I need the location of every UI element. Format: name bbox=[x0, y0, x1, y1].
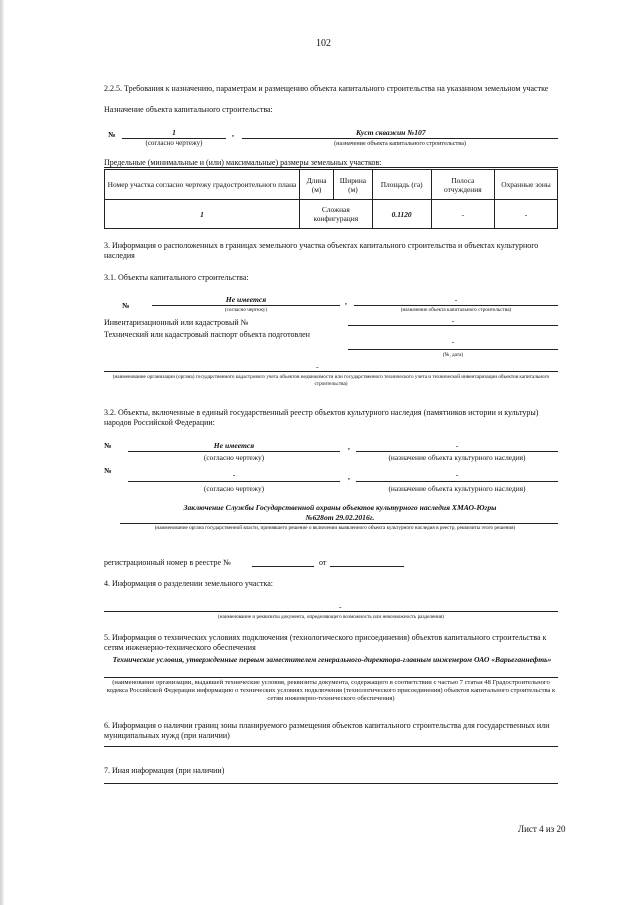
passport-value: - bbox=[451, 337, 455, 346]
cs-purpose-value: - bbox=[454, 295, 458, 304]
ch-row2-purpose-caption: (назначение объекта культурного наследия) bbox=[388, 484, 526, 493]
purpose-value: Куст скважин №107 bbox=[356, 128, 426, 137]
plot-sizes-label: Предельные (минимальные и (или) максимальные) размеры земельных участков: bbox=[104, 158, 382, 167]
cs-number-caption: (согласно чертежу) bbox=[224, 307, 268, 313]
section-5-caption: (наименование организации, выдавшей технические условия, реквизиты документа, содержащего в соответствии с частью 7 статьи 48 Градостроительного кодекса Российской Федерации информацию о технических условиях подключения (технологического присоединения) объектов капитального строительства к сетям инженерно-технического обеспечения) bbox=[106, 679, 556, 702]
section-6-underline bbox=[104, 746, 558, 747]
inventory-value: - bbox=[451, 316, 455, 325]
org-underline bbox=[104, 371, 558, 372]
heritage-conclusion-caption: (наименование органа государственной власти, принявшего решение о включении выявленного объекта культурного наследия в реестр, реквизиты этого решения) bbox=[154, 525, 516, 531]
plot-number-caption: (согласно чертежу) bbox=[145, 139, 203, 147]
registry-number-underline bbox=[252, 566, 314, 567]
cs-number-sign: № bbox=[122, 301, 130, 310]
ch-row2-number-caption: (согласно чертежу) bbox=[203, 484, 265, 493]
ch-row1-number-underline bbox=[128, 451, 340, 452]
inventory-label: Инвентаризационный или кадастровый № bbox=[104, 318, 249, 327]
org-value: - bbox=[316, 362, 319, 371]
section-4-heading: 4. Информация о разделении земельного участка: bbox=[104, 579, 273, 588]
section-2-2-5-heading: 2.2.5. Требования к назначению, параметрам и размещению объекта капитального строительства на указанном земельном участке bbox=[104, 84, 549, 93]
passport-underline bbox=[348, 349, 558, 350]
section-4-value: - bbox=[339, 602, 342, 611]
cs-separator-comma: , bbox=[345, 297, 347, 306]
registry-number-label: регистрационный номер в реестре № bbox=[104, 558, 231, 567]
purpose-underline bbox=[242, 138, 558, 139]
cell-area: 0.1120 bbox=[372, 200, 431, 229]
ch-row1-separator: , bbox=[348, 442, 350, 451]
ch-row2-number-underline bbox=[128, 481, 340, 482]
header-cell-strip: Полоса отчуждения bbox=[431, 170, 494, 200]
header-cell-area: Площадь (га) bbox=[372, 170, 431, 200]
section-4-underline bbox=[104, 611, 558, 612]
cell-strip: - bbox=[431, 200, 494, 229]
purpose-caption: (назначение объекта капитального строительства) bbox=[334, 140, 466, 147]
number-sign: № bbox=[108, 130, 116, 139]
registry-date-label: от bbox=[319, 558, 327, 567]
separator-comma: , bbox=[232, 129, 234, 138]
cs-purpose-underline bbox=[354, 305, 558, 306]
header-cell-zones: Охранные зоны bbox=[494, 170, 557, 200]
header-cell-number: Номер участка согласно чертежу градостроительного плана bbox=[105, 170, 300, 200]
ch-row1-purpose-underline bbox=[356, 451, 558, 452]
plot-sizes-underline bbox=[104, 167, 558, 168]
sheet-number: Лист 4 из 20 bbox=[518, 824, 566, 834]
section-5-value: Технические условия, утвержденные первым заместителем генерального-директора-главным инженером ОАО «Варьеганнефть» bbox=[112, 655, 552, 664]
section-3-1-heading: 3.1. Объекты капитального строительства: bbox=[104, 273, 249, 282]
cs-purpose-caption: (назначение объекта капитального строительства) bbox=[400, 307, 512, 313]
section-3-heading: 3. Информация о расположенных в границах земельного участка объектах капитального строительства и объектах культурного наследия bbox=[104, 241, 539, 260]
section-3-2-heading: 3.2. Объекты, включенные в единый государственный реестр объектов культурного наследия (памятников истории и культуры) народов Российской Федерации: bbox=[104, 408, 539, 427]
table-header-row bbox=[105, 170, 558, 200]
cell-zones: - bbox=[494, 200, 557, 229]
ch-row1-purpose-value: - bbox=[455, 441, 459, 450]
heritage-conclusion: Заключение Службы Государственной охраны объектов культурного наследия ХМАО-Югры №628от 29.02.2016г. bbox=[183, 503, 497, 522]
heritage-conclusion-underline bbox=[120, 523, 558, 524]
cs-number-value: Не имеется bbox=[225, 295, 267, 304]
cell-number: 1 bbox=[105, 200, 300, 229]
ch-row1-number-sign: № bbox=[104, 441, 112, 450]
org-caption: (наименование организации (органа) государственного кадастрового учета объектов недвижимости или государственного технического учета и технической инвентаризации объектов капитального строительства) bbox=[112, 374, 550, 387]
purpose-label: Назначение объекта капитального строительства: bbox=[104, 105, 273, 114]
scan-edge bbox=[0, 0, 4, 905]
plots-table bbox=[104, 169, 558, 229]
header-cell-length: Длина (м) bbox=[299, 170, 333, 200]
ch-row1-purpose-caption: (назначение объекта культурного наследия) bbox=[388, 453, 526, 462]
inventory-underline bbox=[348, 325, 558, 326]
header-cell-width: Ширина (м) bbox=[334, 170, 372, 200]
ch-row2-purpose-value: - bbox=[455, 470, 459, 479]
registry-date-underline bbox=[330, 566, 404, 567]
passport-label: Технический или кадастровый паспорт объекта подготовлен bbox=[104, 330, 310, 339]
ch-row2-number-sign: № bbox=[104, 466, 112, 475]
section-7-underline bbox=[104, 783, 558, 784]
section-7-heading: 7. Иная информация (при наличии) bbox=[104, 766, 225, 775]
cell-length-width: Сложная конфигурация bbox=[299, 200, 372, 229]
ch-row1-number-caption: (согласно чертежу) bbox=[203, 453, 265, 462]
table-row bbox=[105, 200, 558, 229]
ch-row2-number-value: - bbox=[232, 470, 236, 479]
plot-number-value: 1 bbox=[172, 128, 176, 137]
cs-number-underline bbox=[152, 305, 340, 306]
section-4-caption: (наименование и реквизиты документа, определяющего возможность или невозможность разделения) bbox=[218, 614, 444, 620]
ch-row2-purpose-underline bbox=[356, 481, 558, 482]
section-5-underline bbox=[104, 677, 558, 678]
section-6-heading: 6. Информация о наличии границ зоны планируемого размещения объектов капитального строительства для государственных или муниципальных нужд (при наличии) bbox=[104, 721, 550, 740]
ch-row1-number-value: Не имеется bbox=[213, 441, 255, 450]
page-number: 102 bbox=[316, 38, 331, 49]
passport-caption: (№, дата) bbox=[442, 352, 464, 358]
ch-row2-separator: , bbox=[348, 472, 350, 481]
section-5-heading: 5. Информация о технических условиях подключения (технологического присоединения) объектов капитального строительства к сетям инженерно-технического обеспечения bbox=[104, 633, 547, 652]
